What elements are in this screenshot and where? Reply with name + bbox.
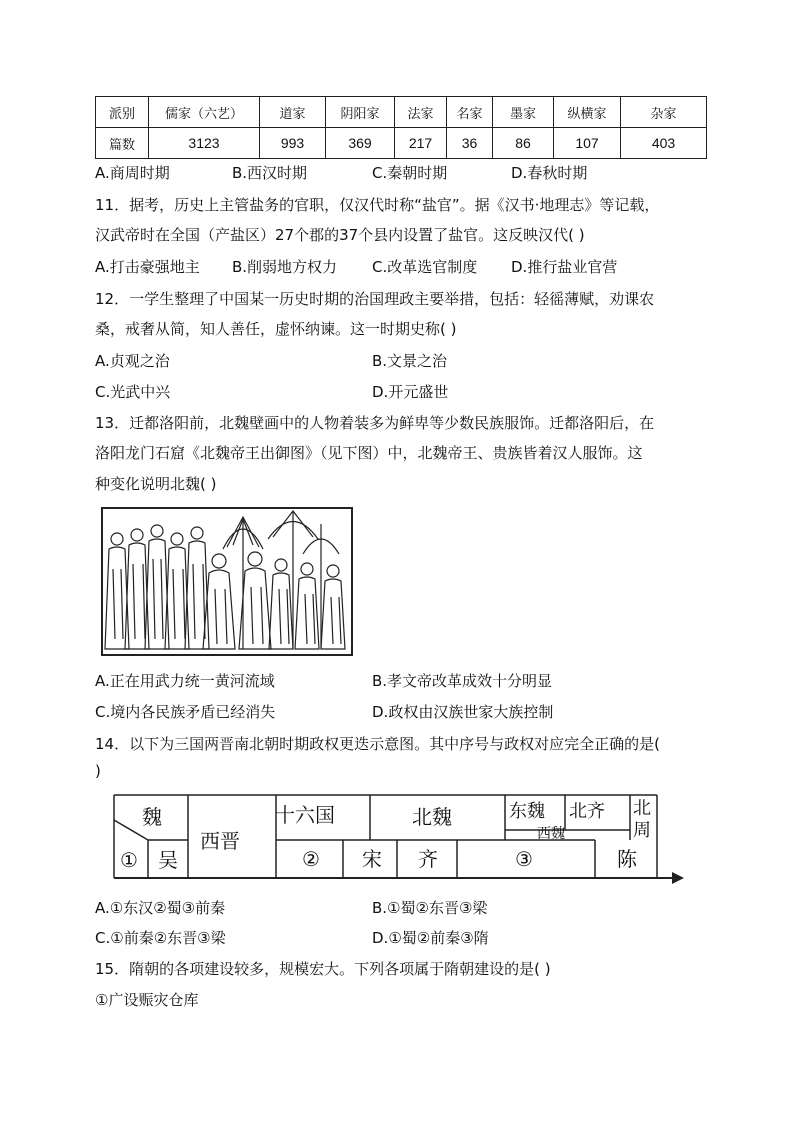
table-cell: 阴阳家 bbox=[326, 97, 395, 128]
q13-option-d: D.政权由汉族世家大族控制 bbox=[372, 703, 554, 721]
q14-stem-line1: 14．以下为三国两晋南北朝时期政权更迭示意图。其中序号与政权对应完全正确的是( bbox=[95, 735, 660, 753]
q12-option-c: C.光武中兴 bbox=[95, 383, 171, 401]
table-cell: 派别 bbox=[96, 97, 149, 128]
table-cell: 杂家 bbox=[621, 97, 707, 128]
table-header-row bbox=[96, 97, 707, 128]
q13-stem-line1: 13．迁都洛阳前，北魏壁画中的人物着装多为鲜卑等少数民族服饰。迁都洛阳后，在 bbox=[95, 414, 655, 432]
relief-image bbox=[101, 507, 353, 656]
label-dongwei: 东魏 bbox=[509, 801, 545, 822]
label-xiwei: 西魏 bbox=[537, 826, 565, 842]
label-n2: ② bbox=[302, 847, 320, 871]
label-qi: 齐 bbox=[418, 847, 438, 871]
label-n1: ① bbox=[120, 848, 138, 872]
label-song: 宋 bbox=[362, 847, 382, 871]
table-cell: 3123 bbox=[149, 128, 260, 159]
q12-stem-line2: 桑，戒奢从简，知人善任，虚怀纳谏。这一时期史称( ) bbox=[95, 320, 457, 338]
table-cell: 纵横家 bbox=[554, 97, 621, 128]
q14-option-a: A.①东汉②蜀③前秦 bbox=[95, 899, 226, 917]
label-beiqi: 北齐 bbox=[569, 801, 605, 822]
table-cell: 369 bbox=[326, 128, 395, 159]
timeline-arrow-icon bbox=[672, 872, 684, 884]
q15-item-1: ①广设赈灾仓库 bbox=[95, 991, 199, 1009]
q15-stem: 15．隋朝的各项建设较多，规模宏大。下列各项属于隋朝建设的是( ) bbox=[95, 960, 551, 978]
q10-option-d: D.春秋时期 bbox=[511, 164, 588, 182]
q11-option-c: C.改革选官制度 bbox=[372, 258, 478, 276]
q11-stem-line2: 汉武帝时在全国（产盐区）27个郡的37个县内设置了盐官。这反映汉代( ) bbox=[95, 226, 585, 244]
q14-option-b: B.①蜀②东晋③梁 bbox=[372, 899, 488, 917]
table-cell: 217 bbox=[395, 128, 447, 159]
q13-stem-line3: 种变化说明北魏( ) bbox=[95, 475, 217, 493]
q11-option-a: A.打击豪强地主 bbox=[95, 258, 200, 276]
table-cell: 993 bbox=[260, 128, 326, 159]
label-beiwei: 北魏 bbox=[412, 805, 452, 829]
table-cell: 403 bbox=[621, 128, 707, 159]
q13-stem-line2: 洛阳龙门石窟《北魏帝王出御图》（见下图）中，北魏帝王、贵族皆着汉人服饰。这 bbox=[95, 444, 643, 462]
table-cell: 道家 bbox=[260, 97, 326, 128]
table-cell: 墨家 bbox=[493, 97, 554, 128]
q13-option-c: C.境内各民族矛盾已经消失 bbox=[95, 703, 276, 721]
q14-stem-line2: ) bbox=[95, 762, 101, 780]
table-cell: 107 bbox=[554, 128, 621, 159]
label-n3: ③ bbox=[515, 847, 533, 871]
table-data-row bbox=[96, 128, 707, 159]
q14-option-d: D.①蜀②前秦③隋 bbox=[372, 929, 489, 947]
q10-option-a: A.商周时期 bbox=[95, 164, 170, 182]
label-zhou: 周 bbox=[633, 820, 651, 841]
q14-option-c: C.①前秦②东晋③梁 bbox=[95, 929, 226, 947]
label-xijin: 西晋 bbox=[200, 829, 240, 853]
regime-change-diagram bbox=[100, 790, 684, 886]
q12-option-b: B.文景之治 bbox=[372, 352, 448, 370]
table-cell: 36 bbox=[447, 128, 493, 159]
q12-option-d: D.开元盛世 bbox=[372, 383, 449, 401]
table-cell: 篇数 bbox=[96, 128, 149, 159]
q13-option-b: B.孝文帝改革成效十分明显 bbox=[372, 672, 553, 690]
q12-option-a: A.贞观之治 bbox=[95, 352, 170, 370]
table-cell: 法家 bbox=[395, 97, 447, 128]
q11-option-b: B.削弱地方权力 bbox=[232, 258, 338, 276]
table-cell: 86 bbox=[493, 128, 554, 159]
q11-option-d: D.推行盐业官营 bbox=[511, 258, 618, 276]
schools-table bbox=[95, 96, 707, 159]
label-wu: 吴 bbox=[158, 848, 178, 872]
table-cell: 名家 bbox=[447, 97, 493, 128]
procession-illustration bbox=[103, 509, 351, 654]
label-wei: 魏 bbox=[142, 805, 162, 829]
q13-option-a: A.正在用武力统一黄河流域 bbox=[95, 672, 275, 690]
label-chen: 陈 bbox=[617, 847, 637, 871]
q12-stem-line1: 12．一学生整理了中国某一历史时期的治国理政主要举措，包括：轻徭薄赋，劝课农 bbox=[95, 290, 655, 308]
q10-option-c: C.秦朝时期 bbox=[372, 164, 448, 182]
q11-stem-line1: 11．据考，历史上主管盐务的官职，仅汉代时称“盐官”。据《汉书·地理志》等记载， bbox=[95, 196, 660, 214]
q10-option-b: B.西汉时期 bbox=[232, 164, 308, 182]
table-cell: 儒家（六艺） bbox=[149, 97, 260, 128]
label-sixteen: 十六国 bbox=[275, 803, 335, 827]
label-bei: 北 bbox=[633, 798, 651, 819]
